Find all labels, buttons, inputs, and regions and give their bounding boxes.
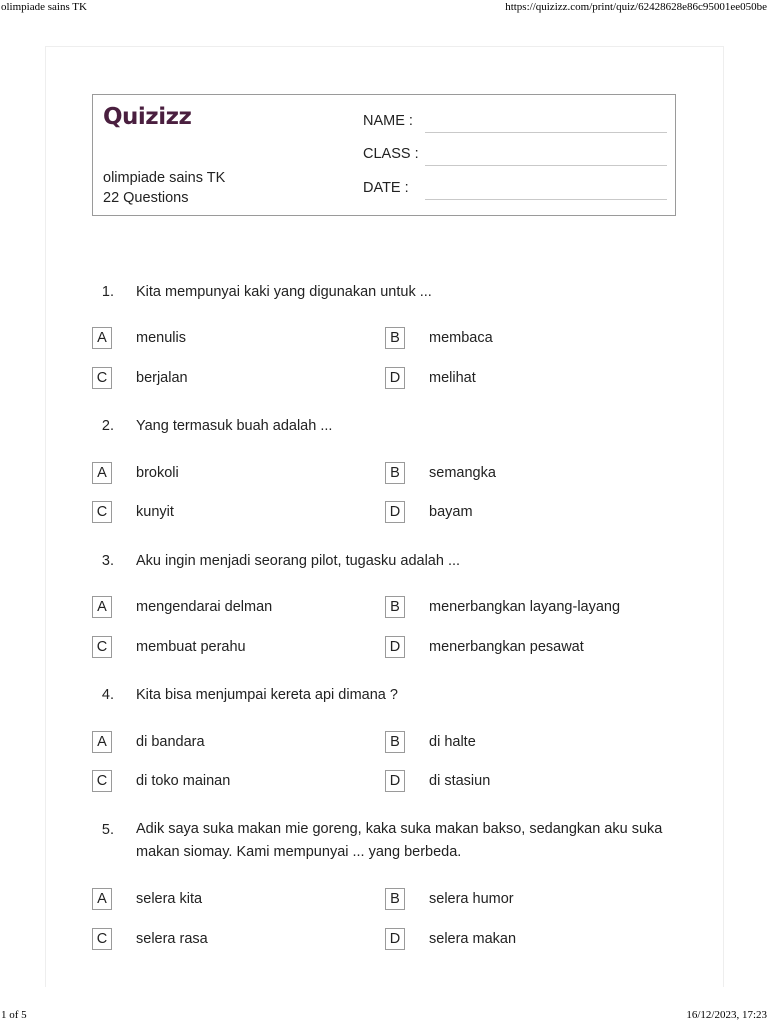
option-d-text: bayam [429, 504, 473, 520]
option-a-text: mengendarai delman [136, 599, 273, 615]
question-number: 2. [101, 418, 114, 434]
option-a-box[interactable]: A [92, 731, 112, 753]
option-d-box[interactable]: D [385, 636, 405, 658]
option-d-box[interactable]: D [385, 501, 405, 523]
question-number: 4. [101, 687, 114, 703]
class-label: CLASS : [363, 146, 419, 162]
quiz-header-box [92, 94, 676, 216]
option-d-text: menerbangkan pesawat [429, 639, 584, 655]
option-d-box[interactable]: D [385, 770, 405, 792]
option-a-box[interactable]: A [92, 888, 112, 910]
print-header-title: olimpiade sains TK [1, 1, 87, 13]
option-a-box[interactable]: A [92, 462, 112, 484]
quiz-title: olimpiade sains TK [103, 170, 226, 186]
question-count: 22 Questions [103, 190, 189, 206]
option-d-text: melihat [429, 370, 476, 386]
option-b-box[interactable]: B [385, 462, 405, 484]
option-c-text: kunyit [136, 504, 174, 520]
option-b-box[interactable]: B [385, 596, 405, 618]
option-c-box[interactable]: C [92, 501, 112, 523]
print-header [0, 1, 768, 17]
option-c-text: membuat perahu [136, 639, 246, 655]
page-indicator: 1 of 5 [1, 1009, 27, 1021]
option-b-text: membaca [429, 330, 493, 346]
question-text: Aku ingin menjadi seorang pilot, tugasku adalah ... [136, 553, 461, 569]
name-field[interactable] [363, 113, 667, 133]
date-label: DATE : [363, 180, 409, 196]
option-a-box[interactable]: A [92, 596, 112, 618]
option-d-box[interactable]: D [385, 367, 405, 389]
option-c-text: di toko mainan [136, 773, 231, 789]
option-a-text: di bandara [136, 734, 205, 750]
option-b-text: di halte [429, 734, 476, 750]
option-c-text: selera rasa [136, 931, 208, 947]
option-b-box[interactable]: B [385, 888, 405, 910]
question-text: Kita mempunyai kaki yang digunakan untuk ... [136, 284, 432, 300]
option-b-box[interactable]: B [385, 731, 405, 753]
option-b-text: menerbangkan layang-layang [429, 599, 621, 615]
name-label: NAME : [363, 113, 413, 129]
option-d-text: selera makan [429, 931, 517, 947]
option-a-text: brokoli [136, 465, 179, 481]
option-c-text: berjalan [136, 370, 188, 386]
option-c-box[interactable]: C [92, 367, 112, 389]
question-text: Yang termasuk buah adalah ... [136, 418, 333, 434]
option-b-text: semangka [429, 465, 496, 481]
class-field[interactable] [363, 146, 667, 166]
quizizz-logo: Quizizz [103, 104, 192, 130]
question-number: 3. [101, 553, 114, 569]
option-c-box[interactable]: C [92, 770, 112, 792]
name-line [425, 131, 667, 133]
print-timestamp: 16/12/2023, 17:23 [686, 1009, 767, 1021]
option-b-text: selera humor [429, 891, 514, 907]
option-d-box[interactable]: D [385, 928, 405, 950]
option-c-box[interactable]: C [92, 636, 112, 658]
question-number: 5. [101, 822, 114, 838]
option-a-text: menulis [136, 330, 186, 346]
option-b-box[interactable]: B [385, 327, 405, 349]
print-footer [0, 1009, 768, 1025]
date-line [425, 198, 667, 200]
question-text: Adik saya suka makan mie goreng, kaka suka makan bakso, sedangkan aku suka makan siomay. Kami mempunyai ... yang berbeda. [136, 821, 663, 860]
date-field[interactable] [363, 180, 667, 200]
question-number: 1. [101, 284, 114, 300]
option-c-box[interactable]: C [92, 928, 112, 950]
option-a-box[interactable]: A [92, 327, 112, 349]
class-line [425, 164, 667, 166]
option-d-text: di stasiun [429, 773, 491, 789]
question-text: Kita bisa menjumpai kereta api dimana ? [136, 687, 398, 703]
print-header-url: https://quizizz.com/print/quiz/62428628e86c95001ee050be [505, 1, 767, 13]
option-a-text: selera kita [136, 891, 203, 907]
